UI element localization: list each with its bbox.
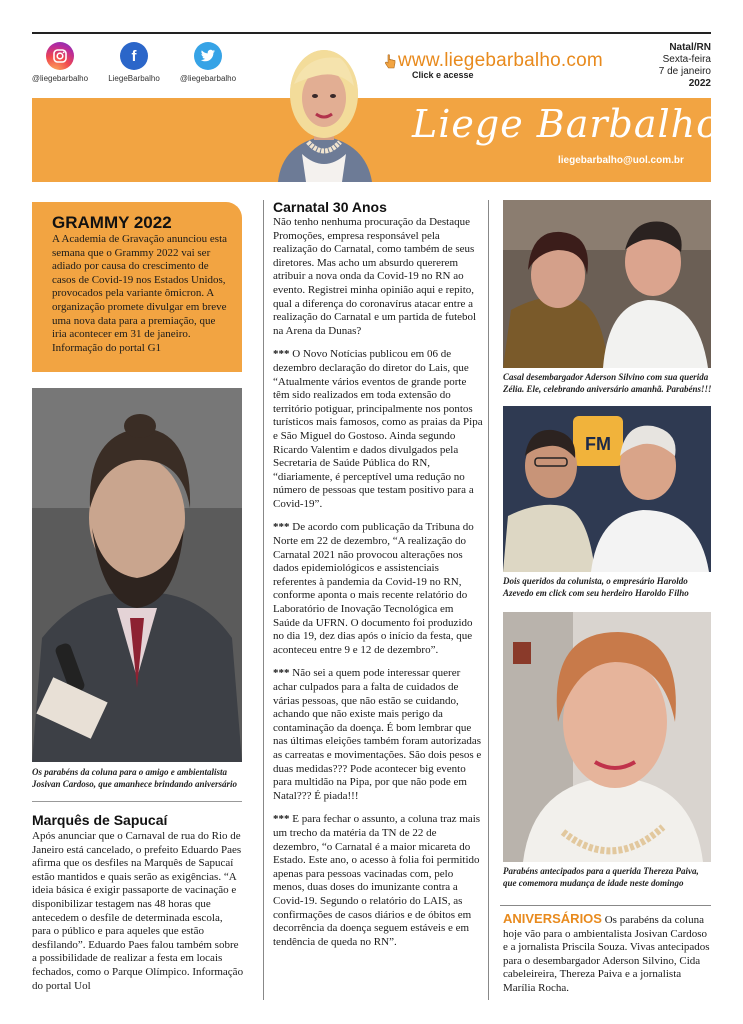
social-links	[30, 42, 238, 83]
masthead-email[interactable]: liegebarbalho@uol.com.br	[558, 155, 684, 166]
header-top-rule	[32, 32, 711, 34]
dateline	[659, 42, 711, 90]
city: Natal/RN	[669, 42, 711, 53]
weekday: Sexta-feira	[662, 54, 711, 65]
photo-haroldo-caption: Dois queridos da colunista, o empresário Haroldo Azevedo em click com seu herdeiro Haroldo Filho	[503, 576, 689, 598]
grammy-box	[32, 202, 242, 372]
grammy-text: A Academia de Gravação anunciou esta semana que o Grammy 2022 vai ser adiado por causa do crescimento de casos de Covid-19 nos Estados Unidos, provocados pela variante ômicron. A organização promete divulgar em breve uma nova data para a premiação, que iria acontecer em 31 de janeiro. Informação do portal G1	[52, 233, 228, 354]
twitter-icon	[194, 42, 222, 70]
photo-josivan	[32, 388, 242, 762]
marques-text	[32, 830, 244, 1003]
website-cta: Click e acesse	[412, 70, 474, 80]
marques-paragraph: Após anunciar que o Carnaval de rua do Rio de Janeiro está cancelado, o prefeito Eduardo Paes afirma que os desfiles na Marquês de Sapucaí estão mantidos e quais serão as exigências. “A ideia básica é exigir passaporte de vacinação e disponibilizar testagem nas 48 horas que antecedem o desfile de determinada escola, para o público e para aqueles que estão desfilando”. Eduardo Paes falou também sobre a possibilidade de realizar a festa em locais fechados, como o Parque Olímpico. Informação do portal Uol	[32, 830, 244, 992]
radio-sign-fm: FM	[585, 434, 611, 454]
website-url[interactable]: www.liegebarbalho.com	[398, 50, 603, 71]
social-facebook[interactable]	[104, 42, 164, 83]
marques-title: Marquês de Sapucaí	[32, 812, 168, 828]
social-twitter[interactable]	[178, 42, 238, 83]
facebook-handle: LiegeBarbalho	[108, 74, 160, 83]
photo-haroldo	[503, 406, 711, 572]
aniversarios-block	[503, 912, 713, 996]
column-divider-right	[488, 200, 489, 1000]
instagram-handle: @liegebarbalho	[31, 74, 89, 83]
carnatal-body	[273, 216, 483, 959]
masthead-title: Liege Barbalho	[412, 102, 720, 146]
columnist-portrait-overlay	[258, 36, 390, 182]
website-block[interactable]	[398, 50, 603, 80]
carnatal-paragraph-4: *** Não sei a quem pode interessar querer achar culpados para a falta de cuidados de várias pessoas, que não estão se cuidando, achando que não existe mais perigo da contaminação da doença. É bom lembrar que nas últimas eleições também foram autorizadas as carreatas e movimentações. São dois pesos e duas medidas??? Pode acontecer big evento para multidão na Pipa, por que não pode em Natal??? É piada!!!	[273, 667, 482, 802]
grammy-title: GRAMMY 2022	[52, 213, 172, 232]
carnatal-paragraph-3: *** De acordo com publicação da Tribuna do Norte em 22 de dezembro, “A realização do Carnatal 2021 não provocou alterações nos dados epidemiológicos e assistenciais referentes à pandemia da Covid-19 no RN, conforme aponta o mais recente relatório do Laboratório de Inovação Tecnológica em Saúde da UFRN. O documento foi produzido no dia 19, dez dias após o início da festa, que aconteceu entre 9 e 12 de dezembro”.	[273, 521, 474, 656]
carnatal-paragraph-5: *** E para fechar o assunto, a coluna traz mais um trecho da matéria da TN de 22 de dezembro, “o Carnatal é a maior micareta do Estado. Este ano, o acesso à folia foi permitido apenas para pessoas vacinadas com, pelo menos, duas doses do imunizante contra a Covid-19. Segundo o relatório do LAIS, as confirmações de casos diários e de óbitos em decorrência da doença seguem estáveis e em tendência de queda no RN”.	[273, 813, 481, 948]
photo-aderson-caption: Casal desembargador Aderson Silvino com sua querida Zélia. Ele, celebrando aniversário amanhã. Parabéns!!!	[503, 372, 712, 394]
carnatal-paragraph-1: Não tenho nenhuma procuração da Destaque Promoções, empresa responsável pela realização do Carnatal, como também de seus diretores. Mas acho um absurdo quererem atribuir a nova onda da Covid-19 no RN ao evento. Registrei minha opinião aqui e repito, qual a diferença do coronavírus atacar entre a realização do Carnatal e um partida de futebol na Arena da Dunas?	[273, 216, 477, 337]
photo-aderson-zelia	[503, 200, 711, 368]
instagram-icon	[46, 42, 74, 70]
facebook-icon: f	[120, 42, 148, 70]
social-instagram[interactable]	[30, 42, 90, 83]
aniversarios-text: Os parabéns da coluna hoje vão para o ambientalista Josivan Cardoso e a jornalista Priscila Souza. Vivas antecipados para o desembargador Aderson Silvino, Cida cabeleireira, Thereza Paiva e a jornalista Marília Rocha.	[503, 914, 710, 994]
twitter-handle: @liegebarbalho	[179, 74, 237, 83]
photo-josivan-caption: Os parabéns da coluna para o amigo e ambientalista Josivan Cardoso, que amanhece brindando aniversário	[32, 767, 238, 789]
year: 2022	[688, 78, 711, 89]
carnatal-paragraph-2: *** O Novo Notícias publicou em 06 de dezembro declaração do diretor do Lais, que “Atualmente vários eventos de grande porte têm sido realizados em toda extensão do território potiguar, principalmente nos pontos turísticos mais famosos, como as praias da Pipa e São Miguel do Gostoso. Ainda segundo Ricardo Valentim e dados divulgados pela Secretaria de Saúde Pública do RN, “diariamente, é perceptível uma redução no número de pessoas que testam positivo para a Covid-19”.	[273, 348, 483, 510]
date: 7 de janeiro	[658, 66, 711, 77]
left-divider	[32, 801, 242, 802]
column-divider-left	[263, 200, 264, 1000]
aniversarios-rule	[500, 905, 711, 906]
carnatal-title: Carnatal 30 Anos	[273, 199, 387, 215]
photo-thereza-caption: Parabéns antecipados para a querida Thereza Paiva, que comemora mudança de idade neste domingo	[503, 866, 699, 888]
aniversarios-title: ANIVERSÁRIOS	[503, 911, 602, 926]
photo-thereza	[503, 612, 711, 862]
